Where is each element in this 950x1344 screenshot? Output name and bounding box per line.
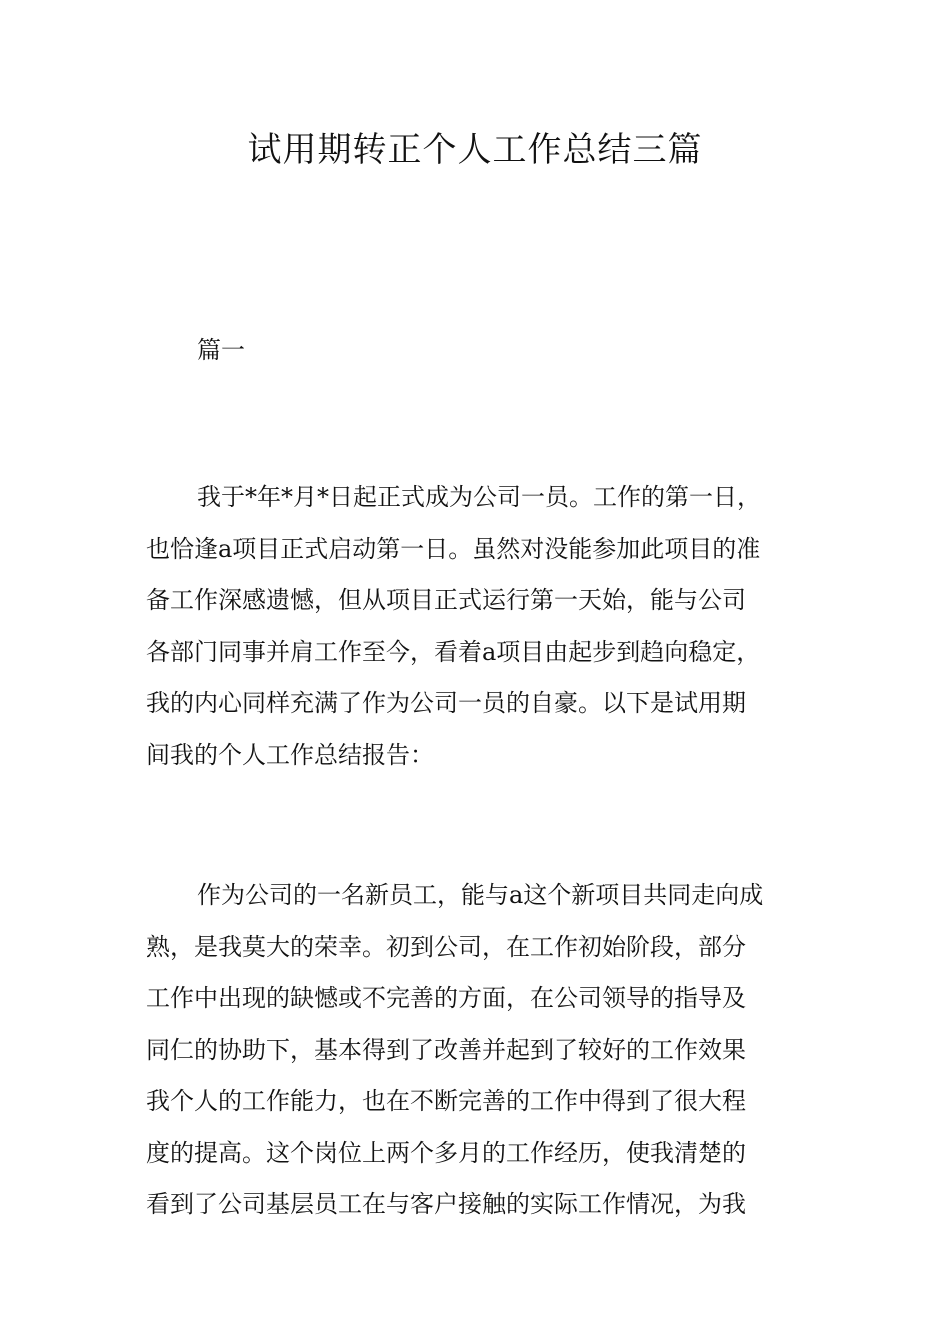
- paragraph-line: 我的内心同样充满了作为公司一员的自豪。以下是试用期: [146, 689, 746, 717]
- paragraph-1: [146, 472, 806, 781]
- paragraph-line: 备工作深感遗憾，但从项目正式运行第一天始，能与公司: [146, 586, 746, 614]
- document-title: 试用期转正个人工作总结三篇: [247, 130, 703, 170]
- paragraph-line: 我于*年*月*日起正式成为公司一员。工作的第一日，: [197, 483, 761, 511]
- paragraph-line: 各部门同事并肩工作至今，看着a项目由起步到趋向稳定，: [146, 637, 761, 666]
- paragraph-line: 度的提高。这个岗位上两个多月的工作经历，使我清楚的: [146, 1138, 746, 1167]
- section-heading: 篇一: [197, 336, 245, 364]
- paragraph-line: 作为公司的一名新员工，能与a这个新项目共同走向成: [197, 881, 764, 909]
- paragraph-line: 也恰逢a项目正式启动第一日。虽然对没能参加此项目的准: [146, 534, 761, 563]
- paragraph-line: 看到了公司基层员工在与客户接触的实际工作情况，为我: [146, 1190, 746, 1218]
- paragraph-line: 工作中出现的缺憾或不完善的方面，在公司领导的指导及: [146, 984, 746, 1012]
- paragraph-line: 我个人的工作能力，也在不断完善的工作中得到了很大程: [146, 1087, 746, 1115]
- paragraph-line: 间我的个人工作总结报告：: [146, 740, 434, 769]
- paragraph-line: 同仁的协助下，基本得到了改善并起到了较好的工作效果: [146, 1035, 746, 1064]
- paragraph-2: [146, 870, 806, 1231]
- paragraph-line: 熟，是我莫大的荣幸。初到公司，在工作初始阶段，部分: [146, 932, 746, 961]
